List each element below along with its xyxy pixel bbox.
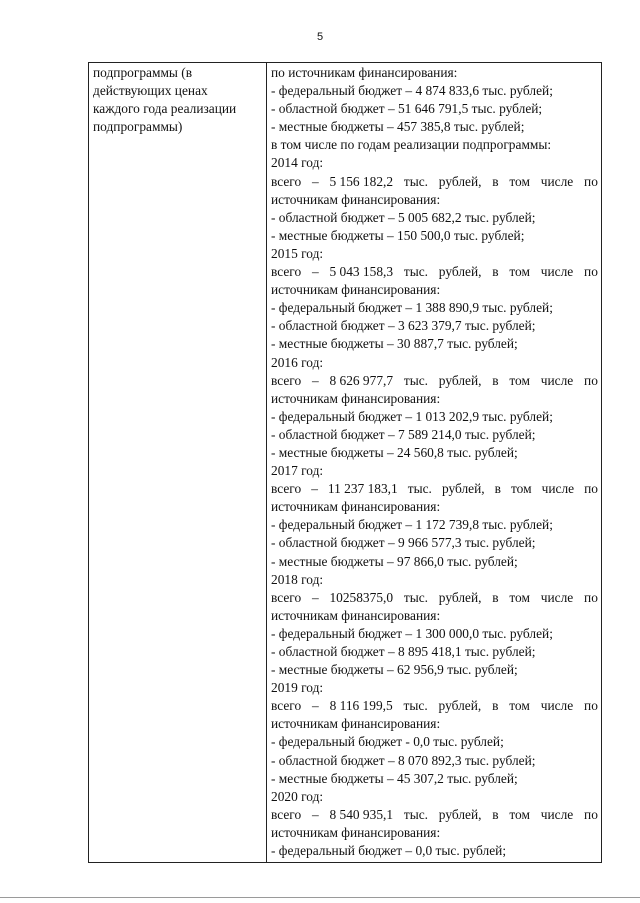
total-line-word: в [492, 264, 499, 280]
right-cell-line: - местные бюджеты – 150 500,0 тыс. рублей; [271, 227, 525, 243]
total-line-word: том [509, 264, 530, 280]
total-line-word: числе [540, 173, 574, 189]
total-line-word: числе [541, 481, 575, 497]
right-cell-line: источникам финансирования: [271, 499, 441, 515]
total-line-word: 8 626 977,7 [329, 372, 394, 388]
total-line-word: 10258375,0 [329, 589, 394, 605]
total-line-word: всего [271, 264, 302, 280]
total-line-word: в [492, 589, 499, 605]
total-line-word: 8 116 199,5 [329, 698, 393, 714]
total-line-word: по [584, 372, 598, 388]
total-line-word: рублей, [438, 589, 482, 605]
total-line-word: всего [271, 372, 302, 388]
right-cell-line: - федеральный бюджет – 0,0 тыс. рублей; [271, 843, 507, 859]
right-cell-line: источникам финансирования: [271, 607, 441, 623]
total-line-word: тыс. [403, 589, 428, 605]
total-line-word: тыс. [407, 481, 432, 497]
total-line-word: – [311, 806, 319, 822]
total-line-word: 5 043 158,3 [329, 264, 394, 280]
total-line-word: тыс. [403, 806, 428, 822]
right-cell-line: в том числе по годам реализации подпрограммы: [271, 137, 552, 153]
total-line-word: том [509, 806, 530, 822]
right-cell-line: - федеральный бюджет – 1 013 202,9 тыс. рублей; [271, 408, 553, 424]
total-line-word: 5 156 182,2 [329, 173, 394, 189]
right-cell-line: - областной бюджет – 8 895 418,1 тыс. рублей; [271, 644, 536, 659]
right-cell-line: 2020 год: [271, 788, 324, 804]
right-cell-line: - федеральный бюджет - 0,0 тыс. рублей; [271, 734, 504, 750]
total-line-word: в [492, 698, 499, 714]
total-line-word: числе [540, 264, 574, 280]
total-line-word: в [492, 806, 499, 822]
right-cell-line: - местные бюджеты – 45 307,2 тыс. рублей; [271, 770, 518, 786]
total-line-word: в [494, 481, 501, 497]
total-line-word: тыс. [403, 173, 428, 189]
left-cell-line: подпрограммы (в [93, 65, 193, 80]
right-cell-line: - местные бюджеты – 24 560,8 тыс. рублей; [271, 444, 518, 460]
total-line-word: всего [271, 806, 302, 822]
total-line-word: тыс. [403, 698, 428, 714]
right-cell-line: источникам финансирования: [271, 191, 441, 207]
total-line-word: числе [540, 806, 574, 822]
right-cell-line: - местные бюджеты – 97 866,0 тыс. рублей; [271, 553, 518, 569]
right-cell [267, 63, 602, 863]
funding-table [88, 62, 602, 863]
total-line-word: 8 540 935,1 [329, 806, 394, 822]
total-line [271, 372, 598, 390]
total-line-word: – [311, 372, 319, 388]
page-number: 5 [316, 31, 324, 43]
total-line-word: рублей, [438, 698, 482, 714]
total-line-word: – [311, 264, 319, 280]
total-line-word: том [509, 698, 530, 714]
right-cell-line: - областной бюджет – 7 589 214,0 тыс. рублей; [271, 426, 536, 442]
total-line-word: по [584, 589, 598, 605]
right-cell-line: 2015 год: [271, 245, 324, 261]
right-cell-line: источникам финансирования: [271, 824, 441, 840]
total-line-word: – [311, 481, 318, 497]
total-line-word: по [584, 264, 598, 280]
total-line-word: всего [271, 698, 302, 714]
total-line-word: рублей, [438, 806, 482, 822]
total-line [271, 806, 598, 824]
total-line-word: всего [271, 173, 302, 189]
right-cell-line: по источникам финансирования: [271, 65, 458, 80]
total-line-word: рублей, [438, 264, 482, 280]
right-cell-line: - областной бюджет – 3 623 379,7 тыс. рублей; [271, 318, 536, 334]
total-line-word: всего [271, 481, 302, 497]
right-cell-line: - областной бюджет – 8 070 892,3 тыс. рублей; [271, 752, 536, 768]
total-line-word: числе [540, 698, 574, 714]
total-line-word: рублей, [438, 173, 482, 189]
right-cell-line: 2018 год: [271, 571, 324, 587]
total-line-word: – [311, 173, 319, 189]
bottom-divider [0, 897, 640, 898]
right-cell-line: - местные бюджеты – 62 956,9 тыс. рублей; [271, 662, 518, 678]
right-cell-line: 2017 год: [271, 463, 324, 479]
total-line-word: всего [271, 589, 302, 605]
total-line-word: числе [540, 372, 574, 388]
total-line-word: по [584, 173, 598, 189]
total-line-word: том [509, 589, 530, 605]
total-line-word: 11 237 183,1 [327, 481, 398, 497]
right-cell-line: 2014 год: [271, 155, 324, 171]
total-line-word: в [492, 173, 499, 189]
total-line-word: – [312, 698, 319, 714]
right-cell-line: - областной бюджет – 9 966 577,3 тыс. рублей; [271, 535, 536, 551]
left-cell-line: подпрограммы) [93, 119, 183, 135]
total-line-word: по [584, 698, 598, 714]
left-cell-line: каждого года реализации [93, 101, 237, 117]
total-line-word: по [584, 806, 598, 822]
total-line [271, 263, 598, 281]
total-line-word: по [584, 481, 598, 497]
total-line-word: тыс. [403, 264, 428, 280]
left-cell-line: действующих ценах [93, 83, 208, 99]
right-cell-line: - местные бюджеты – 457 385,8 тыс. рублей; [271, 119, 525, 135]
right-cell-line: - федеральный бюджет – 1 388 890,9 тыс. рублей; [271, 300, 553, 316]
total-line-word: тыс. [403, 372, 428, 388]
total-line [271, 697, 598, 715]
right-cell-line: источникам финансирования: [271, 390, 441, 406]
left-cell [89, 63, 267, 863]
right-cell-line: - местные бюджеты – 30 887,7 тыс. рублей; [271, 336, 518, 352]
right-cell-line: 2016 год: [271, 354, 324, 370]
right-cell-line: источникам финансирования: [271, 282, 441, 298]
right-cell-line: - федеральный бюджет – 1 300 000,0 тыс. рублей; [271, 625, 553, 641]
right-cell-line: - федеральный бюджет – 4 874 833,6 тыс. рублей; [271, 83, 553, 99]
right-cell-line: - федеральный бюджет – 1 172 739,8 тыс. рублей; [271, 517, 553, 533]
total-line [271, 589, 598, 607]
table-row [89, 63, 602, 863]
total-line [271, 480, 598, 498]
total-line-word: в [492, 372, 499, 388]
total-line-word: том [509, 173, 530, 189]
right-cell-line: - областной бюджет – 51 646 791,5 тыс. рублей; [271, 101, 543, 117]
right-cell-line: источникам финансирования: [271, 716, 441, 732]
total-line-word: рублей, [441, 481, 485, 497]
total-line [271, 173, 598, 191]
right-cell-line: - областной бюджет – 5 005 682,2 тыс. рублей; [271, 209, 536, 225]
total-line-word: рублей, [438, 372, 482, 388]
right-cell-line: 2019 год: [271, 680, 324, 696]
total-line-word: числе [540, 589, 574, 605]
total-line-word: том [510, 481, 532, 497]
total-line-word: том [509, 372, 530, 388]
total-line-word: – [311, 589, 319, 605]
